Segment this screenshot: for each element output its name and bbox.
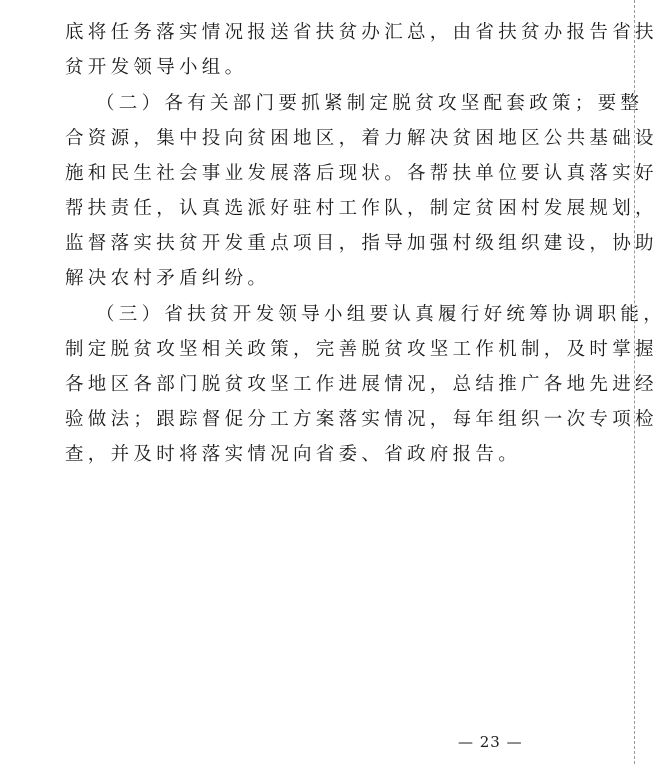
page-number: — 23 — [458, 733, 523, 751]
paragraph-2-line-3: 施和民生社会事业发展落后现状。各帮扶单位要认真落实好 [65, 163, 658, 184]
paragraph-3-line-2: 制定脱贫攻坚相关政策，完善脱贫攻坚工作机制，及时掌握 [65, 339, 658, 360]
paragraph-3-line-1: （三）省扶贫开发领导小组要认真履行好统筹协调职能， [96, 304, 666, 325]
paragraph-2-line-1: （二）各有关部门要抓紧制定脱贫攻坚配套政策；要整 [96, 93, 644, 114]
paragraph-2-line-5: 监督落实扶贫开发重点项目，指导加强村级组织建设，协助 [65, 233, 658, 254]
paragraph-2-line-6: 解决农村矛盾纠纷。 [65, 268, 271, 289]
paragraph-3-line-4: 验做法；跟踪督促分工方案落实情况，每年组织一次专项检 [65, 409, 658, 430]
paragraph-1-line-2: 贫开发领导小组。 [65, 57, 248, 78]
paragraph-3-line-3: 各地区各部门脱贫攻坚工作进展情况，总结推广各地先进经 [65, 374, 658, 395]
paragraph-2-line-4: 帮扶责任，认真选派好驻村工作队，制定贫困村发展规划， [65, 198, 658, 219]
paragraph-1-line-1: 底将任务落实情况报送省扶贫办汇总，由省扶贫办报告省扶 [65, 22, 658, 43]
paragraph-2-line-2: 合资源，集中投向贫困地区，着力解决贫困地区公共基础设 [65, 128, 658, 149]
paragraph-3-line-5: 查，并及时将落实情况向省委、省政府报告。 [65, 444, 522, 465]
scan-edge-line [634, 0, 635, 764]
